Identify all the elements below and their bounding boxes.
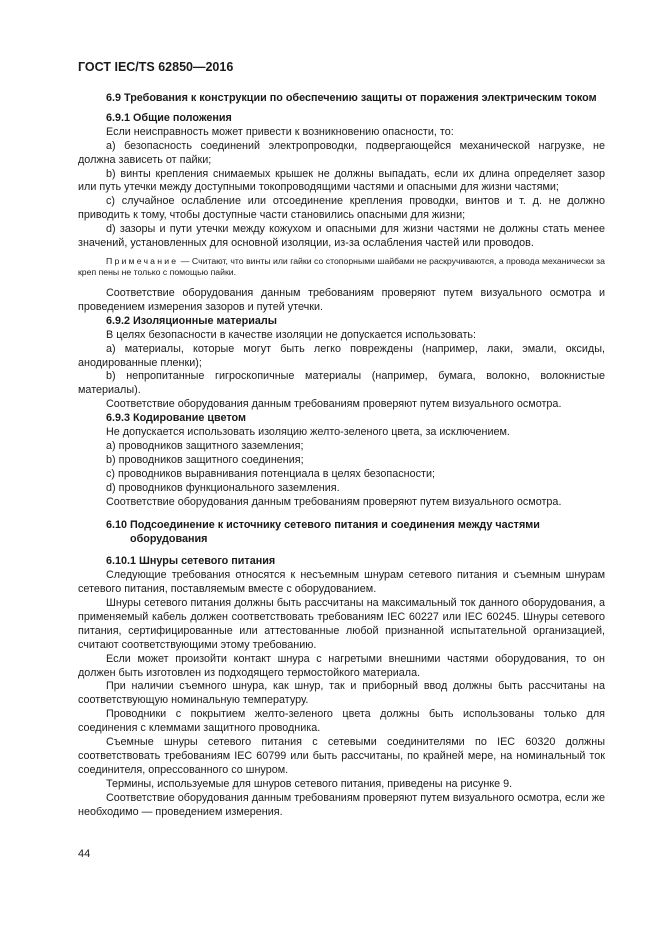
list-item-b: b) проводников защитного соединения; xyxy=(106,453,304,466)
paragraph: Если может произойти контакт шнура с нагретыми внешними частями оборудования, то он должен быть изготовлен из подходящего термостойкого материала. xyxy=(78,652,605,679)
page-content xyxy=(78,92,605,820)
subsection-6-9-1-heading: 6.9.1 Общие положения xyxy=(106,111,232,124)
paragraph: При наличии съемного шнура, как шнур, так и приборный ввод должны быть рассчитаны на соответствующую номинальную температуру. xyxy=(78,680,605,707)
paragraph: Соответствие оборудования данным требованиям проверяют путем визуального осмотра, если же необходимо — проведением измерения. xyxy=(78,791,605,818)
subsection-6-10-1-heading: 6.10.1 Шнуры сетевого питания xyxy=(106,555,276,568)
list-item-c: c) случайное ослабление или отсоединение крепления проводки, винтов и т. д. не должно приводить к тому, чтобы доступные части становились опасными для жизни; xyxy=(78,195,605,222)
paragraph: Шнуры сетевого питания должны быть рассчитаны на максимальный ток данного оборудования, а применяемый кабель должен соответствовать требованиям IEC 60227 или IEC 60245. Шнуры сетевого питания, сертифицированные или аттестованные любой признанной испытательной организацией, считают соответствующими этому требованию. xyxy=(78,597,605,651)
section-6-10-heading-line2: оборудования xyxy=(130,533,208,546)
list-item-c: c) проводников выравнивания потенциала в целях безопасности; xyxy=(106,467,435,480)
paragraph: Если неисправность может привести к возникновению опасности, то: xyxy=(106,125,454,138)
list-item-a: a) материалы, которые могут быть легко повреждены (например, лаки, эмали, оксиды, анодированные пленки); xyxy=(78,342,605,369)
list-item-d: d) проводников функционального заземления. xyxy=(106,481,340,494)
paragraph: Следующие требования относятся к несъемным шнурам сетевого питания и съемным шнурам сетевого питания, поставляемым вместе с оборудованием. xyxy=(78,569,605,596)
section-6-9-heading: 6.9 Требования к конструкции по обеспечению защиты от поражения электрическим током xyxy=(106,92,597,104)
paragraph: Соответствие оборудования данным требованиям проверяют путем визуального осмотра. xyxy=(106,398,562,411)
list-item-a: a) проводников защитного заземления; xyxy=(106,439,304,452)
document-header: ГОСТ IEC/TS 62850—2016 xyxy=(78,60,234,74)
page-number: 44 xyxy=(78,848,91,860)
section-6-10-heading-line1: 6.10 Подсоединение к источнику сетевого питания и соединения между частями xyxy=(106,519,540,532)
list-item-d: d) зазоры и пути утечки между кожухом и опасными для жизни частями не должны стать менее значений, установленных для основной изоляции, из-за ослабления частей или проводов. xyxy=(78,223,605,250)
paragraph: Термины, используемые для шнуров сетевого питания, приведены на рисунке 9. xyxy=(106,777,513,790)
note xyxy=(78,256,605,279)
subsection-6-9-3-heading: 6.9.3 Кодирование цветом xyxy=(106,412,246,425)
list-item-a: a) безопасность соединений электропроводки, подвергающейся механической нагрузке, не должна зависеть от пайки; xyxy=(78,139,605,166)
paragraph: Соответствие оборудования данным требованиям проверяют путем визуального осмотра и проведением измерения зазоров и путей утечки. xyxy=(78,286,605,313)
section-6-10-heading xyxy=(78,519,605,547)
paragraph: Съемные шнуры сетевого питания с сетевыми соединителями по IEC 60320 должны соответствовать требованиям IEC 60799 или быть рассчитаны, по крайней мере, на номинальный ток соединителя, опрессованного со шнуром. xyxy=(78,736,605,776)
paragraph: Проводники с покрытием желто-зеленого цвета должны быть использованы только для соединения с клеммами защитного проводника. xyxy=(78,708,605,735)
paragraph: Не допускается использовать изоляцию желто-зеленого цвета, за исключением. xyxy=(106,426,510,439)
paragraph: В целях безопасности в качестве изоляции не допускается использовать: xyxy=(106,328,477,341)
paragraph: Соответствие оборудования данным требованиям проверяют путем визуального осмотра. xyxy=(106,495,562,508)
list-item-b: b) непропитанные гигроскопичные материалы (например, бумага, волокно, волокнистые материалы). xyxy=(78,370,605,397)
subsection-6-9-2-heading: 6.9.2 Изоляционные материалы xyxy=(106,314,277,327)
note-text: — Считают, что винты или гайки со стопорными шайбами не раскручиваются, а провода механически за креп пены не только с помощью пайки. xyxy=(78,255,605,278)
list-item-b: b) винты крепления снимаемых крышек не должны выпадать, если их длина определяет зазор или путь утечки между доступными токопроводящими частями и опасными для жизни частями; xyxy=(78,167,605,194)
note-label: Примечание xyxy=(106,255,179,266)
